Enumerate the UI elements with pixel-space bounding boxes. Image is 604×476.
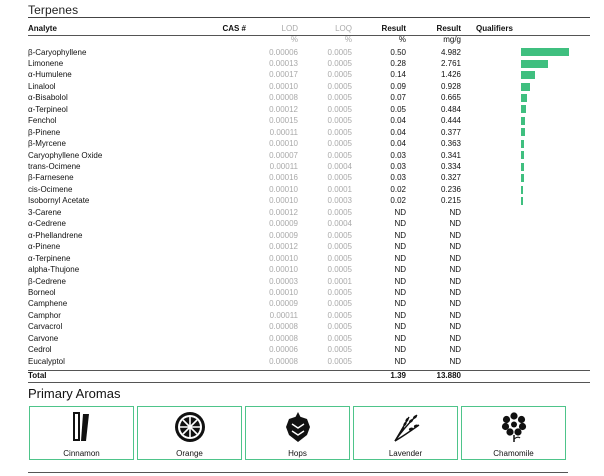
lod-cell: 0.00010 xyxy=(269,287,298,297)
result-mg-cell: ND xyxy=(449,345,461,355)
lod-cell: 0.00010 xyxy=(269,265,298,275)
table-row xyxy=(0,69,604,80)
col-lod: LOD xyxy=(281,24,298,33)
analyte-cell: α-Phellandrene xyxy=(28,230,83,240)
table-row xyxy=(0,298,604,309)
result-bar xyxy=(521,105,526,113)
analyte-cell: Carvone xyxy=(28,333,59,343)
result-bar xyxy=(521,83,530,91)
result-cell: ND xyxy=(394,276,406,286)
page-bottom-divider xyxy=(28,472,568,473)
loq-cell: 0.0001 xyxy=(327,276,352,286)
result-mg-cell: ND xyxy=(449,242,461,252)
analyte-cell: α-Bisabolol xyxy=(28,93,68,103)
section-divider xyxy=(28,382,590,383)
result-bar xyxy=(521,197,523,205)
col-cas: CAS # xyxy=(222,24,246,33)
unit-result-mg: mg/g xyxy=(443,35,461,44)
result-bar xyxy=(521,140,524,148)
total-row xyxy=(0,370,604,381)
total-result-mg: 13.880 xyxy=(436,371,461,380)
loq-cell: 0.0005 xyxy=(327,47,352,57)
analyte-cell: Carvacrol xyxy=(28,322,63,332)
result-cell: 0.04 xyxy=(390,116,406,126)
lod-cell: 0.00009 xyxy=(269,299,298,309)
lod-cell: 0.00012 xyxy=(269,207,298,217)
cinnamon-icon xyxy=(65,411,99,443)
loq-cell: 0.0005 xyxy=(327,139,352,149)
lavender-icon xyxy=(389,411,423,443)
table-row xyxy=(0,287,604,298)
table-row xyxy=(0,138,604,149)
result-mg-cell: ND xyxy=(449,310,461,320)
result-bar xyxy=(521,128,525,136)
table-row xyxy=(0,344,604,355)
aroma-card-orange xyxy=(137,406,242,460)
lod-cell: 0.00012 xyxy=(269,104,298,114)
result-mg-cell: 0.363 xyxy=(440,139,461,149)
lod-cell: 0.00008 xyxy=(269,333,298,343)
result-cell: ND xyxy=(394,219,406,229)
result-mg-cell: 4.982 xyxy=(440,47,461,57)
aroma-label: Orange xyxy=(176,449,203,458)
lod-cell: 0.00008 xyxy=(269,322,298,332)
result-cell: 0.04 xyxy=(390,139,406,149)
table-row xyxy=(0,195,604,206)
loq-cell: 0.0005 xyxy=(327,322,352,332)
result-mg-cell: ND xyxy=(449,322,461,332)
table-row xyxy=(0,310,604,321)
result-cell: 0.50 xyxy=(390,47,406,57)
unit-loq: % xyxy=(344,35,352,44)
table-row xyxy=(0,264,604,275)
aroma-card-cinnamon xyxy=(29,406,134,460)
result-mg-cell: ND xyxy=(449,207,461,217)
loq-cell: 0.0005 xyxy=(327,345,352,355)
loq-cell: 0.0005 xyxy=(327,127,352,137)
analyte-cell: Fenchol xyxy=(28,116,57,126)
result-cell: ND xyxy=(394,230,406,240)
table-header xyxy=(0,23,604,34)
table-row xyxy=(0,47,604,58)
result-mg-cell: ND xyxy=(449,230,461,240)
result-cell: ND xyxy=(394,253,406,263)
table-row xyxy=(0,161,604,172)
lod-cell: 0.00010 xyxy=(269,196,298,206)
hops-icon xyxy=(281,411,315,443)
col-qualifiers: Qualifiers xyxy=(476,24,513,33)
result-bar xyxy=(521,71,535,79)
result-mg-cell: ND xyxy=(449,265,461,275)
result-cell: 0.07 xyxy=(390,93,406,103)
total-result: 1.39 xyxy=(390,371,406,380)
aroma-label: Hops xyxy=(288,449,307,458)
analyte-cell: Isobornyl Acetate xyxy=(28,196,90,206)
analyte-cell: β-Cedrene xyxy=(28,276,66,286)
analyte-cell: Camphene xyxy=(28,299,68,309)
result-mg-cell: ND xyxy=(449,299,461,309)
result-cell: 0.28 xyxy=(390,58,406,68)
result-mg-cell: 0.334 xyxy=(440,162,461,171)
unit-result: % xyxy=(398,35,406,44)
analyte-cell: β-Caryophyllene xyxy=(28,47,87,57)
lod-cell: 0.00010 xyxy=(269,253,298,263)
result-cell: 0.03 xyxy=(390,162,406,171)
lod-cell: 0.00006 xyxy=(269,345,298,355)
lod-cell: 0.00015 xyxy=(269,116,298,126)
result-cell: ND xyxy=(394,287,406,297)
table-row xyxy=(0,184,604,195)
analyte-cell: 3-Carene xyxy=(28,207,62,217)
loq-cell: 0.0005 xyxy=(327,81,352,91)
lod-cell: 0.00009 xyxy=(269,219,298,229)
result-cell: 0.03 xyxy=(390,150,406,160)
result-mg-cell: 0.327 xyxy=(440,173,461,183)
result-mg-cell: ND xyxy=(449,333,461,343)
analyte-cell: α-Terpinene xyxy=(28,253,71,263)
table-row xyxy=(0,253,604,264)
loq-cell: 0.0005 xyxy=(327,116,352,126)
table-row xyxy=(0,230,604,241)
table-row xyxy=(0,333,604,344)
result-cell: ND xyxy=(394,345,406,355)
units-row xyxy=(0,34,604,45)
loq-cell: 0.0005 xyxy=(327,230,352,240)
result-bar xyxy=(521,174,524,182)
aroma-label: Chamomile xyxy=(493,449,534,458)
loq-cell: 0.0005 xyxy=(327,93,352,103)
lod-cell: 0.00016 xyxy=(269,173,298,183)
lod-cell: 0.00012 xyxy=(269,242,298,252)
table-row xyxy=(0,321,604,332)
analyte-cell: β-Farnesene xyxy=(28,173,74,183)
lod-cell: 0.00007 xyxy=(269,150,298,160)
result-mg-cell: ND xyxy=(449,219,461,229)
lod-cell: 0.00010 xyxy=(269,139,298,149)
result-cell: ND xyxy=(394,207,406,217)
analyte-cell: β-Myrcene xyxy=(28,139,66,149)
title-divider xyxy=(28,17,590,18)
result-mg-cell: 0.341 xyxy=(440,150,461,160)
result-mg-cell: 0.236 xyxy=(440,184,461,194)
lod-cell: 0.00011 xyxy=(269,162,298,171)
aroma-card-hops xyxy=(245,406,350,460)
table-row xyxy=(0,241,604,252)
analyte-cell: α-Cedrene xyxy=(28,219,66,229)
aromas-title: Primary Aromas xyxy=(28,386,121,401)
loq-cell: 0.0005 xyxy=(327,253,352,263)
result-bar xyxy=(521,186,523,194)
result-cell: ND xyxy=(394,242,406,252)
result-cell: 0.05 xyxy=(390,104,406,114)
total-label: Total xyxy=(28,371,47,380)
table-row xyxy=(0,127,604,138)
table-row xyxy=(0,81,604,92)
table-row xyxy=(0,207,604,218)
loq-cell: 0.0005 xyxy=(327,299,352,309)
loq-cell: 0.0005 xyxy=(327,207,352,217)
loq-cell: 0.0005 xyxy=(327,173,352,183)
result-bar xyxy=(521,94,527,102)
table-row xyxy=(0,150,604,161)
result-cell: ND xyxy=(394,333,406,343)
result-cell: 0.09 xyxy=(390,81,406,91)
result-mg-cell: ND xyxy=(449,287,461,297)
loq-cell: 0.0005 xyxy=(327,287,352,297)
result-bar xyxy=(521,163,524,171)
lod-cell: 0.00006 xyxy=(269,47,298,57)
loq-cell: 0.0005 xyxy=(327,70,352,80)
loq-cell: 0.0005 xyxy=(327,104,352,114)
analyte-cell: α-Terpineol xyxy=(28,104,68,114)
analyte-cell: Borneol xyxy=(28,287,56,297)
analyte-cell: Cedrol xyxy=(28,345,52,355)
loq-cell: 0.0004 xyxy=(327,162,352,171)
aroma-label: Lavender xyxy=(388,449,423,458)
loq-cell: 0.0005 xyxy=(327,265,352,275)
lod-cell: 0.00011 xyxy=(269,127,298,137)
loq-cell: 0.0005 xyxy=(327,310,352,320)
analyte-cell: α-Pinene xyxy=(28,242,61,252)
result-mg-cell: 0.444 xyxy=(440,116,461,126)
lod-cell: 0.00010 xyxy=(269,81,298,91)
col-analyte: Analyte xyxy=(28,24,57,33)
analyte-cell: alpha-Thujone xyxy=(28,265,80,275)
table-row xyxy=(0,276,604,287)
aroma-card-chamomile xyxy=(461,406,566,460)
loq-cell: 0.0003 xyxy=(327,196,352,206)
result-cell: 0.02 xyxy=(390,184,406,194)
loq-cell: 0.0005 xyxy=(327,150,352,160)
result-mg-cell: ND xyxy=(449,276,461,286)
lod-cell: 0.00008 xyxy=(269,356,298,366)
lod-cell: 0.00011 xyxy=(269,310,298,320)
table-row xyxy=(0,356,604,367)
analyte-cell: trans-Ocimene xyxy=(28,162,81,171)
col-loq: LOQ xyxy=(335,24,352,33)
lod-cell: 0.00008 xyxy=(269,93,298,103)
lod-cell: 0.00013 xyxy=(269,58,298,68)
analyte-cell: Camphor xyxy=(28,310,61,320)
lod-cell: 0.00003 xyxy=(269,276,298,286)
table-row xyxy=(0,58,604,69)
result-cell: ND xyxy=(394,299,406,309)
result-mg-cell: 2.761 xyxy=(440,58,461,68)
result-cell: ND xyxy=(394,310,406,320)
analyte-cell: cis-Ocimene xyxy=(28,184,73,194)
result-cell: 0.03 xyxy=(390,173,406,183)
table-row xyxy=(0,104,604,115)
result-cell: 0.14 xyxy=(390,70,406,80)
table-row xyxy=(0,92,604,103)
result-cell: 0.02 xyxy=(390,196,406,206)
section-title: Terpenes xyxy=(28,3,79,17)
aroma-label: Cinnamon xyxy=(63,449,100,458)
loq-cell: 0.0005 xyxy=(327,333,352,343)
table-row xyxy=(0,172,604,183)
result-cell: ND xyxy=(394,356,406,366)
result-mg-cell: 0.377 xyxy=(440,127,461,137)
loq-cell: 0.0005 xyxy=(327,242,352,252)
result-cell: ND xyxy=(394,322,406,332)
result-mg-cell: 0.215 xyxy=(440,196,461,206)
unit-lod: % xyxy=(290,35,298,44)
result-mg-cell: 1.426 xyxy=(440,70,461,80)
col-result: Result xyxy=(381,24,406,33)
result-bar xyxy=(521,60,548,68)
analyte-cell: β-Pinene xyxy=(28,127,61,137)
result-mg-cell: ND xyxy=(449,253,461,263)
table-row xyxy=(0,218,604,229)
chamomile-icon xyxy=(497,411,531,443)
result-mg-cell: 0.665 xyxy=(440,93,461,103)
analyte-cell: Linalool xyxy=(28,81,56,91)
analyte-cell: Caryophyllene Oxide xyxy=(28,150,103,160)
lod-cell: 0.00017 xyxy=(269,70,298,80)
loq-cell: 0.0001 xyxy=(327,184,352,194)
analyte-cell: Eucalyptol xyxy=(28,356,65,366)
orange-icon xyxy=(173,411,207,443)
result-mg-cell: 0.484 xyxy=(440,104,461,114)
lod-cell: 0.00010 xyxy=(269,184,298,194)
col-result-mg: Result xyxy=(436,24,461,33)
aroma-card-lavender xyxy=(353,406,458,460)
loq-cell: 0.0005 xyxy=(327,58,352,68)
lod-cell: 0.00009 xyxy=(269,230,298,240)
loq-cell: 0.0005 xyxy=(327,356,352,366)
result-bar xyxy=(521,151,524,159)
result-bar xyxy=(521,117,525,125)
result-mg-cell: ND xyxy=(449,356,461,366)
table-row xyxy=(0,115,604,126)
result-cell: 0.04 xyxy=(390,127,406,137)
analyte-cell: α-Humulene xyxy=(28,70,72,80)
result-mg-cell: 0.928 xyxy=(440,81,461,91)
result-bar xyxy=(521,48,569,56)
result-cell: ND xyxy=(394,265,406,275)
loq-cell: 0.0004 xyxy=(327,219,352,229)
analyte-cell: Limonene xyxy=(28,58,64,68)
